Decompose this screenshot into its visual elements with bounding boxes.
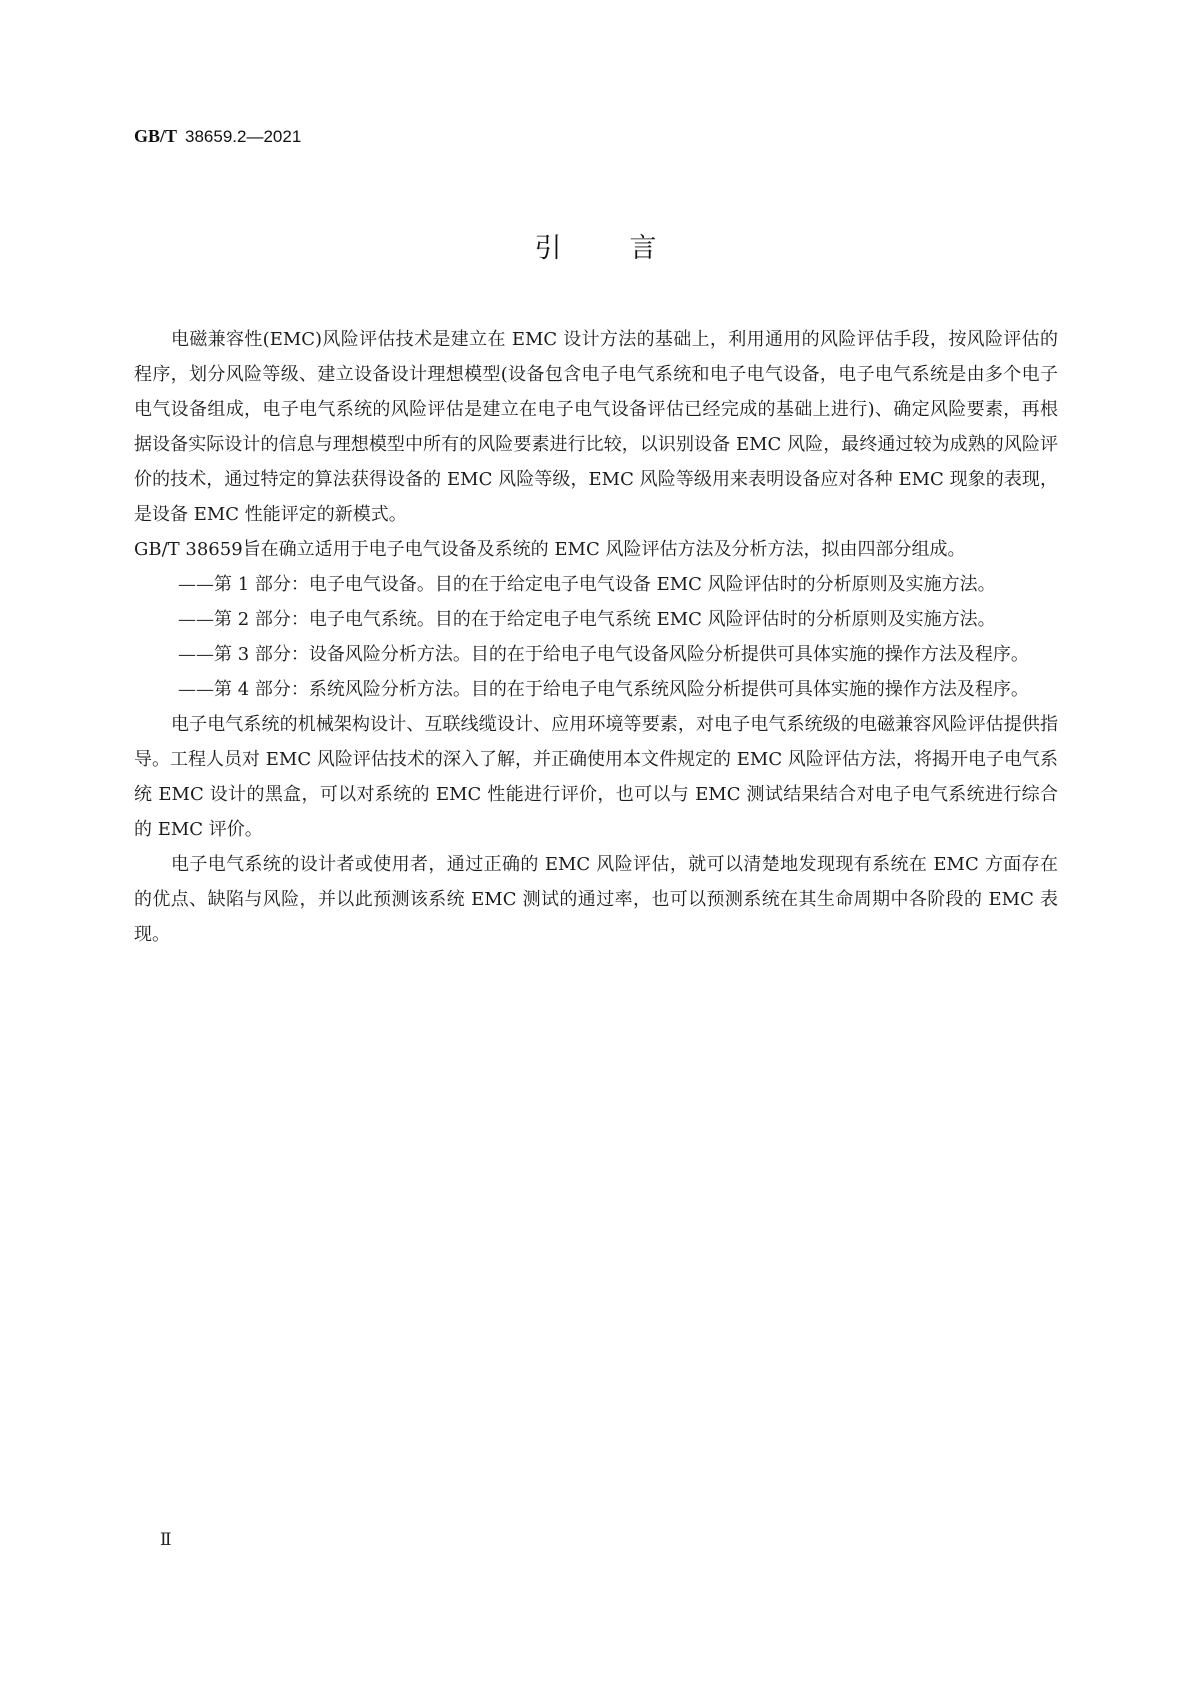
list-item-part-3 — [134, 637, 1058, 672]
page-title — [0, 226, 1191, 265]
list-item-part-1 — [134, 567, 1058, 602]
standard-code-number: 38659.2—2021 — [185, 127, 302, 146]
introduction-body — [134, 322, 1058, 952]
em-dash-bullet: —— — [178, 609, 214, 630]
page-number: Ⅱ — [160, 1530, 172, 1549]
paragraph-emc-risk-assessment-overview: 电磁兼容性(EMC)风险评估技术是建立在 EMC 设计方法的基础上，利用通用的风险评估手段，按风险评估的程序，划分风险等级、建立设备设计理想模型(设备包含电子电气系统和电子电气设备，电子电气系统是由多个电子电气设备组成，电子电气系统的风险评估是建立在电子电气设备评估已经完成的基础上进行)、确定风险要素，再根据设备实际设计的信息与理想模型中所有的风险要素进行比较，以识别设备 EMC 风险，最终通过较为成熟的风险评价的技术，通过特定的算法获得设备的 EMC 风险等级，EMC 风险等级用来表明设备应对各种 EMC 现象的表现，是设备 EMC 性能评定的新模式。 — [134, 329, 1058, 525]
list-item-part-2 — [134, 602, 1058, 637]
em-dash-bullet: —— — [178, 644, 214, 665]
list-item-text: 第 2 部分：电子电气系统。目的在于给定电子电气系统 EMC 风险评估时的分析原则及实施方法。 — [214, 609, 996, 630]
list-item-part-4 — [134, 672, 1058, 707]
paragraph-designer-benefits: 电子电气系统的设计者或使用者，通过正确的 EMC 风险评估，就可以清楚地发现现有系统在 EMC 方面存在的优点、缺陷与风险，并以此预测该系统 EMC 测试的通过率，也可以预测系统在其生命周期中各阶段的 EMC 表现。 — [134, 854, 1058, 945]
list-item-text: 第 1 部分：电子电气设备。目的在于给定电子电气设备 EMC 风险评估时的分析原则及实施方法。 — [214, 574, 996, 595]
list-item-text: 第 3 部分：设备风险分析方法。目的在于给电子电气设备风险分析提供可具体实施的操作方法及程序。 — [214, 644, 1029, 665]
page-title-char-1: 引 — [534, 233, 562, 264]
standard-code-header — [134, 126, 301, 147]
page-title-char-2: 言 — [629, 233, 657, 264]
list-item-text: 第 4 部分：系统风险分析方法。目的在于给电子电气系统风险分析提供可具体实施的操作方法及程序。 — [214, 679, 1029, 700]
em-dash-bullet: —— — [178, 574, 214, 595]
paragraph-standard-scope: GB/T 38659旨在确立适用于电子电气设备及系统的 EMC 风险评估方法及分析方法，拟由四部分组成。 — [134, 539, 966, 560]
standard-code-prefix: GB/T — [134, 126, 178, 146]
em-dash-bullet: —— — [178, 679, 214, 700]
parts-list — [134, 567, 1058, 707]
paragraph-system-design-guidance: 电子电气系统的机械架构设计、互联线缆设计、应用环境等要素，对电子电气系统级的电磁兼容风险评估提供指导。工程人员对 EMC 风险评估技术的深入了解，并正确使用本文件规定的 EMC 风险评估方法，将揭开电子电气系统 EMC 设计的黑盒，可以对系统的 EMC 性能进行评价，也可以与 EMC 测试结果结合对电子电气系统进行综合的 EMC 评价。 — [134, 714, 1058, 840]
